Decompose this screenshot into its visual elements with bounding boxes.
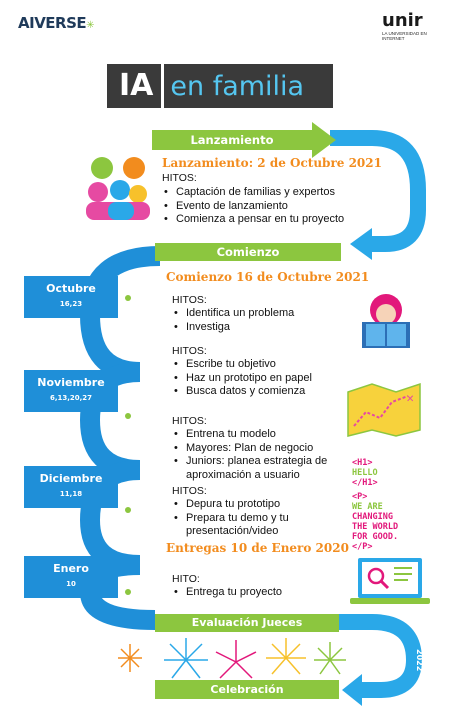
list-item: • Captación de familias y expertos	[162, 186, 352, 200]
block-2-hitos-label: HITOS:	[172, 345, 207, 357]
month-name: Octubre	[46, 282, 96, 295]
list-item: • Entrega tu proyecto	[172, 586, 322, 600]
block-1-hitos-label: HITOS:	[172, 294, 207, 306]
launch-banner: Lanzamiento	[152, 130, 312, 150]
unir-logo: unir	[382, 10, 423, 31]
block-4-list	[172, 498, 322, 539]
code-line: FOR GOOD.	[352, 532, 399, 542]
month-name: Enero	[53, 562, 89, 575]
top-right-arrowhead	[350, 228, 372, 260]
month-days: 11,18	[59, 490, 83, 498]
code-line: CHANGING	[352, 512, 393, 522]
start-heading: Comienzo 16 de Octubre 2021	[166, 270, 370, 284]
fireworks-illustration	[116, 634, 356, 682]
code-line: THE WORLD	[352, 522, 399, 532]
dot-4	[125, 589, 131, 595]
block-2-list	[172, 358, 322, 399]
code-line: </P>	[352, 542, 373, 552]
list-item: • Comienza a pensar en tu proyecto	[162, 213, 352, 227]
start-banner: Comienzo	[155, 243, 341, 261]
aiverse-logo-text: AIVERSE	[18, 14, 87, 32]
deliveries-list	[172, 586, 322, 600]
title-rest: en familia	[170, 70, 305, 102]
month-box-octubre	[24, 276, 118, 318]
block-1-list	[172, 307, 342, 334]
month-days: 10	[66, 580, 76, 588]
title-ia: IA	[107, 64, 164, 108]
celebration-banner: Celebración	[155, 680, 339, 699]
deliveries-heading: Entregas 10 de Enero 2020	[166, 541, 349, 555]
list-item: • Mayores: Plan de negocio	[172, 442, 332, 456]
month-days: 16,23	[59, 300, 83, 308]
unir-logo-subtitle: LA UNIVERSIDAD EN INTERNET	[382, 31, 427, 41]
month-box-diciembre	[24, 466, 118, 508]
dot-2	[125, 413, 131, 419]
launch-hitos-label: HITOS:	[162, 172, 197, 184]
dot-1	[125, 295, 131, 301]
month-name: Diciembre	[39, 472, 103, 485]
list-item: • Identifica un problema	[172, 307, 342, 321]
family-illustration	[80, 150, 158, 222]
code-line: WE ARE	[352, 502, 383, 512]
block-3-hitos-label: HITOS:	[172, 415, 207, 427]
year-label: 2022	[415, 648, 424, 672]
block-3-list	[172, 428, 332, 482]
code-art	[352, 458, 398, 552]
list-item: • Escribe tu objetivo	[172, 358, 322, 372]
laptop-illustration	[350, 556, 430, 608]
list-item: • Busca datos y comienza	[172, 385, 322, 399]
map-illustration	[346, 382, 422, 438]
reading-girl-illustration	[356, 292, 420, 354]
code-line: <H1>	[352, 458, 373, 468]
month-box-enero	[24, 556, 118, 598]
month-box-noviembre	[24, 370, 118, 412]
block-4-hitos-label: HITOS:	[172, 485, 207, 497]
month-days: 6,13,20,27	[49, 394, 93, 402]
list-item: • Depura tu prototipo	[172, 498, 322, 512]
month-name: Noviembre	[37, 376, 105, 389]
list-item: • Juniors: planea estrategia de aproximación a usuario	[172, 455, 332, 482]
launch-heading: Lanzamiento: 2 de Octubre 2021	[162, 156, 382, 170]
svg-text:✕: ✕	[406, 394, 415, 405]
list-item: • Evento de lanzamiento	[162, 200, 352, 214]
evaluation-banner: Evaluación Jueces	[155, 614, 339, 632]
code-line: <P>	[352, 492, 368, 502]
dot-3	[125, 507, 131, 513]
list-item: • Entrena tu modelo	[172, 428, 332, 442]
list-item: • Haz un prototipo en papel	[172, 372, 322, 386]
code-line: </H1>	[352, 478, 378, 488]
launch-list	[162, 186, 352, 227]
deliveries-hito-label: HITO:	[172, 573, 200, 585]
code-line: HELLO	[352, 468, 378, 478]
list-item: • Investiga	[172, 321, 342, 335]
list-item: • Prepara tu demo y tu presentación/video	[172, 512, 322, 539]
aiverse-logo: AIVERSE✳	[18, 14, 95, 32]
